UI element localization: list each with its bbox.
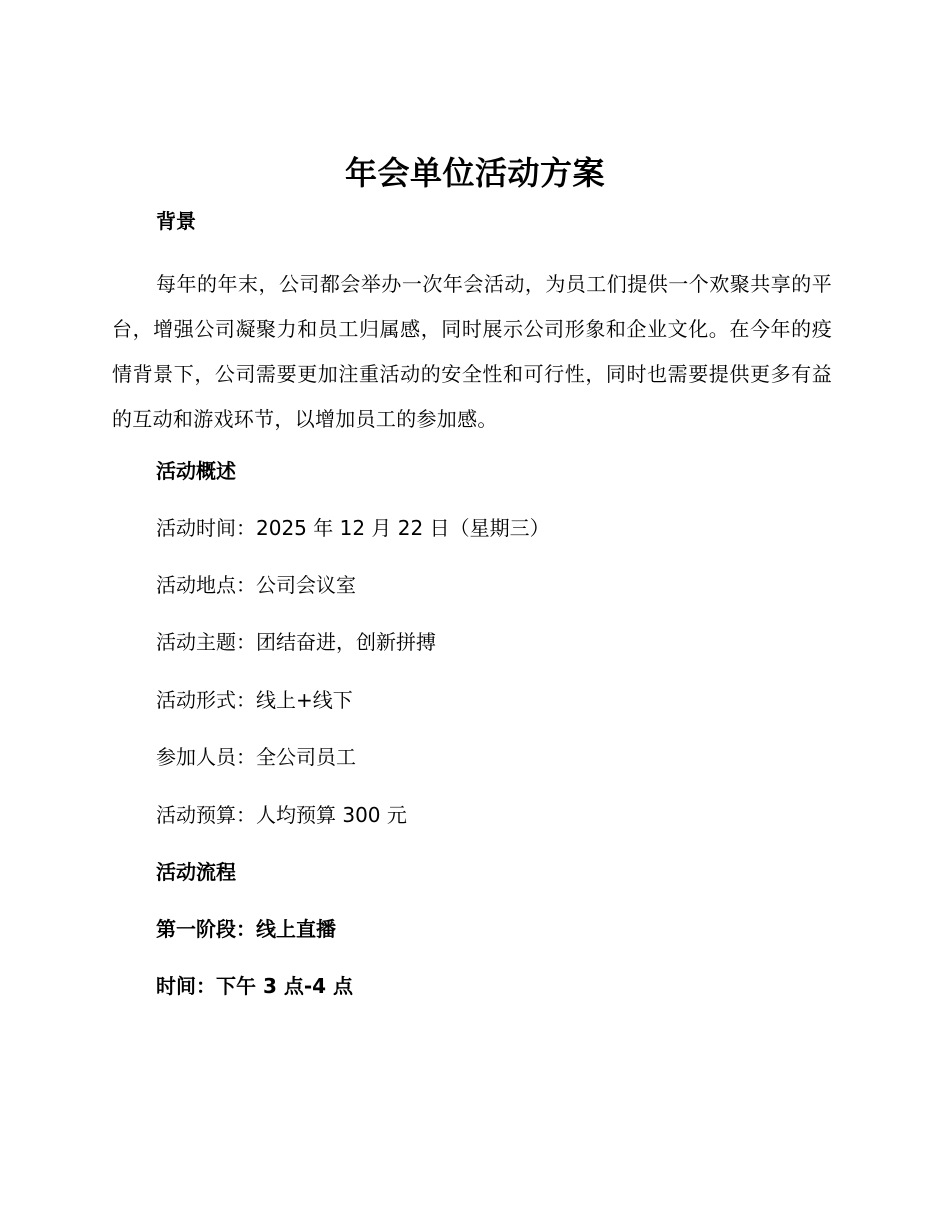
overview-item-theme	[156, 627, 436, 657]
document-title: 年会单位活动方案	[344, 154, 605, 192]
overview-item-value: 全公司员工	[256, 745, 356, 769]
section-heading-overview: 活动概述	[156, 459, 236, 483]
overview-item-label: 参加人员：	[156, 745, 256, 769]
overview-item-label: 活动地点：	[156, 573, 256, 597]
overview-item-participants	[156, 742, 356, 772]
overview-item-value: 线上+线下	[256, 688, 353, 712]
overview-item-budget	[156, 800, 407, 830]
overview-item-value: 2025 年 12 月 22 日（星期三）	[256, 516, 550, 540]
overview-item-label: 活动主题：	[156, 630, 256, 654]
overview-item-value: 公司会议室	[256, 573, 356, 597]
overview-item-time	[156, 513, 550, 543]
background-paragraph: 每年的年末，公司都会举办一次年会活动，为员工们提供一个欢聚共享的平台，增强公司凝聚力和员工归属感，同时展示公司形象和企业文化。在今年的疫情背景下，公司需要更加注重活动的安全性和可行性，同时也需要提供更多有益的互动和游戏环节，以增加员工的参加感。	[112, 272, 832, 431]
section-heading-process: 活动流程	[156, 860, 236, 884]
overview-item-label: 活动预算：	[156, 803, 256, 827]
overview-item-format	[156, 685, 353, 715]
overview-item-label: 活动时间：	[156, 516, 256, 540]
section-heading-background: 背景	[156, 209, 196, 233]
overview-item-value: 人均预算 300 元	[256, 803, 407, 827]
process-stage-1-time: 时间：下午 3 点-4 点	[156, 974, 354, 998]
overview-item-value: 团结奋进，创新拼搏	[256, 630, 436, 654]
overview-item-location	[156, 570, 356, 600]
overview-item-label: 活动形式：	[156, 688, 256, 712]
process-stage-1: 第一阶段：线上直播	[156, 917, 336, 941]
